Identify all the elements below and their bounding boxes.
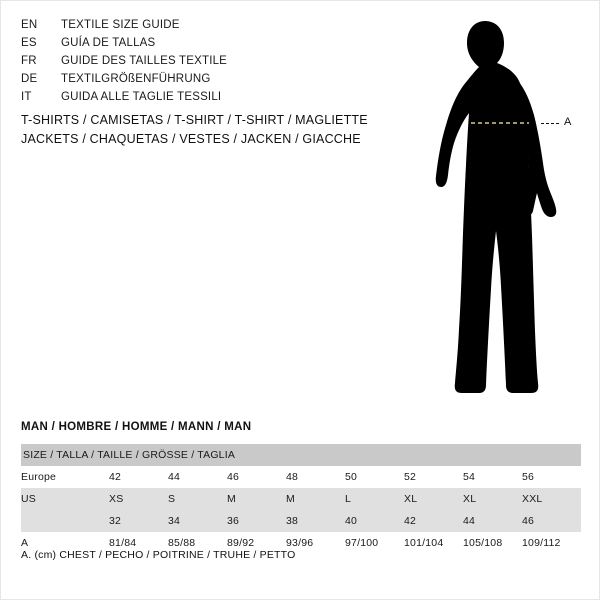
cell: XL bbox=[404, 488, 463, 510]
table-row bbox=[21, 510, 581, 532]
cell: 93/96 bbox=[286, 532, 345, 554]
cell: 81/84 bbox=[109, 532, 168, 554]
measure-leader-line bbox=[541, 123, 559, 125]
cell: XL bbox=[463, 488, 522, 510]
cell: 44 bbox=[168, 466, 227, 488]
cell: 89/92 bbox=[227, 532, 286, 554]
category-line-tshirts: T-SHIRTS / CAMISETAS / T-SHIRT / T-SHIRT / MAGLIETTE bbox=[21, 113, 368, 127]
cell: 36 bbox=[227, 510, 286, 532]
row-label-us: US bbox=[21, 488, 109, 510]
cell: L bbox=[345, 488, 404, 510]
cell: 46 bbox=[227, 466, 286, 488]
language-text-de: TEXTILGRÖßENFÜHRUNG bbox=[61, 73, 211, 85]
cell: 48 bbox=[286, 466, 345, 488]
language-code-es: ES bbox=[21, 37, 37, 49]
row-label-a: A bbox=[21, 532, 109, 554]
language-row-fr bbox=[21, 55, 371, 73]
row-label-europe: Europe bbox=[21, 466, 109, 488]
language-text-it: GUIDA ALLE TAGLIE TESSILI bbox=[61, 91, 222, 103]
table-title: MAN / HOMBRE / HOMME / MANN / MAN bbox=[21, 421, 252, 433]
language-row-en bbox=[21, 19, 371, 37]
cell: 52 bbox=[404, 466, 463, 488]
cell: S bbox=[168, 488, 227, 510]
cell: 54 bbox=[463, 466, 522, 488]
cell: 34 bbox=[168, 510, 227, 532]
language-list bbox=[21, 19, 371, 109]
figure-container bbox=[401, 11, 600, 411]
cell: M bbox=[227, 488, 286, 510]
language-text-fr: GUIDE DES TAILLES TEXTILE bbox=[61, 55, 228, 67]
cell: 46 bbox=[522, 510, 581, 532]
cell: 56 bbox=[522, 466, 581, 488]
language-code-en: EN bbox=[21, 19, 38, 31]
cell: XS bbox=[109, 488, 168, 510]
male-silhouette-icon bbox=[401, 11, 600, 411]
cell: XXL bbox=[522, 488, 581, 510]
table-row bbox=[21, 488, 581, 510]
cell: 44 bbox=[463, 510, 522, 532]
language-code-fr: FR bbox=[21, 55, 37, 67]
language-code-de: DE bbox=[21, 73, 38, 85]
cell: 42 bbox=[109, 466, 168, 488]
category-list bbox=[21, 111, 421, 149]
language-text-en: TEXTILE SIZE GUIDE bbox=[61, 19, 180, 31]
size-table bbox=[21, 444, 581, 554]
cell: 42 bbox=[404, 510, 463, 532]
cell: 40 bbox=[345, 510, 404, 532]
cell: 32 bbox=[109, 510, 168, 532]
row-label-us-numeric bbox=[21, 510, 109, 532]
table-row bbox=[21, 466, 581, 488]
measure-label-a: A bbox=[564, 116, 572, 128]
cell: 97/100 bbox=[345, 532, 404, 554]
language-row-de bbox=[21, 73, 371, 91]
language-row-it bbox=[21, 91, 371, 109]
cell: 50 bbox=[345, 466, 404, 488]
cell: 38 bbox=[286, 510, 345, 532]
cell: 109/112 bbox=[522, 532, 581, 554]
language-row-es bbox=[21, 37, 371, 55]
cell: 105/108 bbox=[463, 532, 522, 554]
cell: 101/104 bbox=[404, 532, 463, 554]
cell: M bbox=[286, 488, 345, 510]
language-code-it: IT bbox=[21, 91, 32, 103]
table-header-row bbox=[21, 444, 581, 466]
category-line-jackets: JACKETS / CHAQUETAS / VESTES / JACKEN / GIACCHE bbox=[21, 132, 361, 146]
footnote: A. (cm) CHEST / PECHO / POITRINE / TRUHE / PETTO bbox=[21, 549, 296, 561]
language-text-es: GUÍA DE TALLAS bbox=[61, 37, 156, 49]
table-header-label: SIZE / TALLA / TAILLE / GRÖSSE / TAGLIA bbox=[21, 444, 581, 466]
cell: 85/88 bbox=[168, 532, 227, 554]
